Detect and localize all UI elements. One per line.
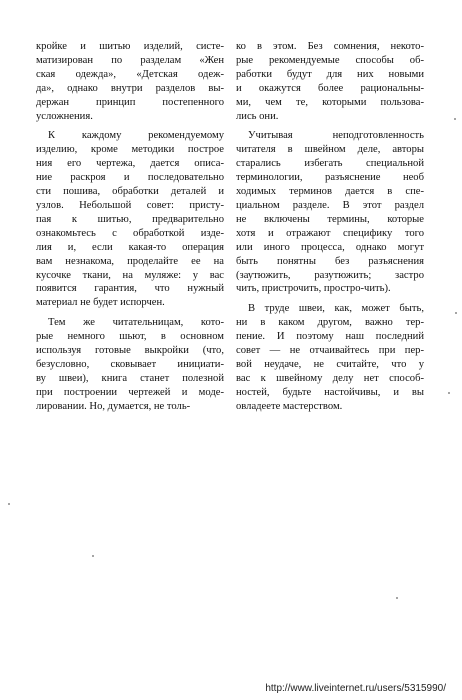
text-line: овладеете мастерством. [236, 400, 343, 412]
text-line: кусочке ткани, на муляже: у вас [36, 269, 224, 281]
text-line: пая к шитью, предварительно [36, 213, 224, 225]
text-line: сти пошива, обработки деталей и [36, 186, 224, 198]
text-line: лия и, если какая-то операция [36, 241, 224, 253]
text-line: усложнения. [36, 110, 93, 122]
text-line: Учитывая неподготовленность [248, 130, 424, 142]
scan-speck [455, 312, 457, 314]
left-text-column [36, 40, 224, 414]
text-line: рые рекомендуемые способы об- [236, 54, 424, 66]
text-line: вам незнакома, проделайте ее на [36, 255, 224, 267]
text-line: старались избегать специальной [236, 158, 424, 170]
text-line: В труде швеи, как, может быть, [248, 303, 424, 315]
text-line: терминологии, разъяснение необ [236, 172, 424, 184]
text-line: безусловно, сковывает инициати- [36, 358, 224, 370]
text-line: читателя в швейном деле, авторы [236, 144, 424, 156]
text-line: хотя и отражают специфику того [236, 227, 424, 239]
text-line: (заутюжить, разутюжить; застро [236, 269, 424, 281]
text-line: кройке и шитью изделий, систе- [36, 41, 224, 52]
text-line: появится гарантия, что нужный [36, 283, 224, 295]
text-line: ву швеи), книга станет полезной [36, 372, 224, 384]
text-line: узлов. Небольшой совет: присту- [36, 199, 224, 211]
text-line: чить, пристрочить, простро-чить). [236, 283, 391, 295]
text-line: не включены термины, которые [236, 213, 424, 225]
text-line: ходимых терминов дается в спе- [236, 186, 424, 198]
text-line: ская одежда», «Детская одеж- [36, 68, 224, 80]
right-text-column [236, 40, 424, 414]
text-line: работки будут для них новыми [236, 68, 424, 80]
text-line: изделию, кроме методики построе [36, 144, 224, 156]
text-line: матизирован по разделам «Жен [36, 54, 224, 66]
text-line: совет — не отчаивайтесь при пер- [236, 345, 424, 357]
text-line: или иного процесса, однако могут [236, 241, 424, 253]
text-line: при построении чертежей и моде- [36, 386, 224, 398]
text-line: К каждому рекомендуемому [48, 130, 224, 142]
text-line: используя готовые выкройки (что, [36, 345, 224, 357]
text-line: ни в каком другом, важно тер- [236, 317, 424, 329]
text-line: материал не будет испорчен. [36, 297, 165, 309]
scan-speck [396, 597, 398, 599]
text-line: ния его чертежа, дается описа- [36, 158, 224, 170]
text-line: пение. И поэтому наш последний [236, 331, 424, 343]
text-line: лировании. Но, думается, не толь- [36, 400, 191, 412]
text-line: лись они. [236, 110, 279, 122]
scan-speck [454, 118, 456, 120]
text-line: вас к швейному делу нет способ- [236, 372, 424, 384]
text-line: ми, чем те, которыми пользова- [236, 96, 424, 108]
scan-speck [92, 555, 94, 557]
text-line: рые немного шьют, в основном [36, 331, 224, 343]
text-line: да», однако внутри разделов вы- [36, 82, 224, 94]
source-url-link[interactable]: http://www.liveinternet.ru/users/5315990/ [265, 683, 446, 694]
text-line: быть понятны без разъяснения [236, 255, 424, 267]
text-line: вой неудаче, не считайте, что у [236, 358, 424, 370]
scan-speck [448, 392, 450, 394]
text-line: ние раскроя и последовательно [36, 172, 224, 184]
scan-speck [8, 503, 10, 505]
text-line: ко в этом. Без сомнения, некото- [236, 41, 424, 52]
text-line: ностей, будьте настойчивы, и вы [236, 386, 424, 398]
text-line: ознакомьтесь с обработкой изде- [36, 227, 224, 239]
text-line: циальном разделе. В этот раздел [236, 199, 424, 211]
text-line: и окажутся более рациональны- [236, 82, 424, 94]
text-line: держан принцип постепенного [36, 96, 224, 108]
text-line: Тем же читательницам, кото- [48, 317, 224, 329]
